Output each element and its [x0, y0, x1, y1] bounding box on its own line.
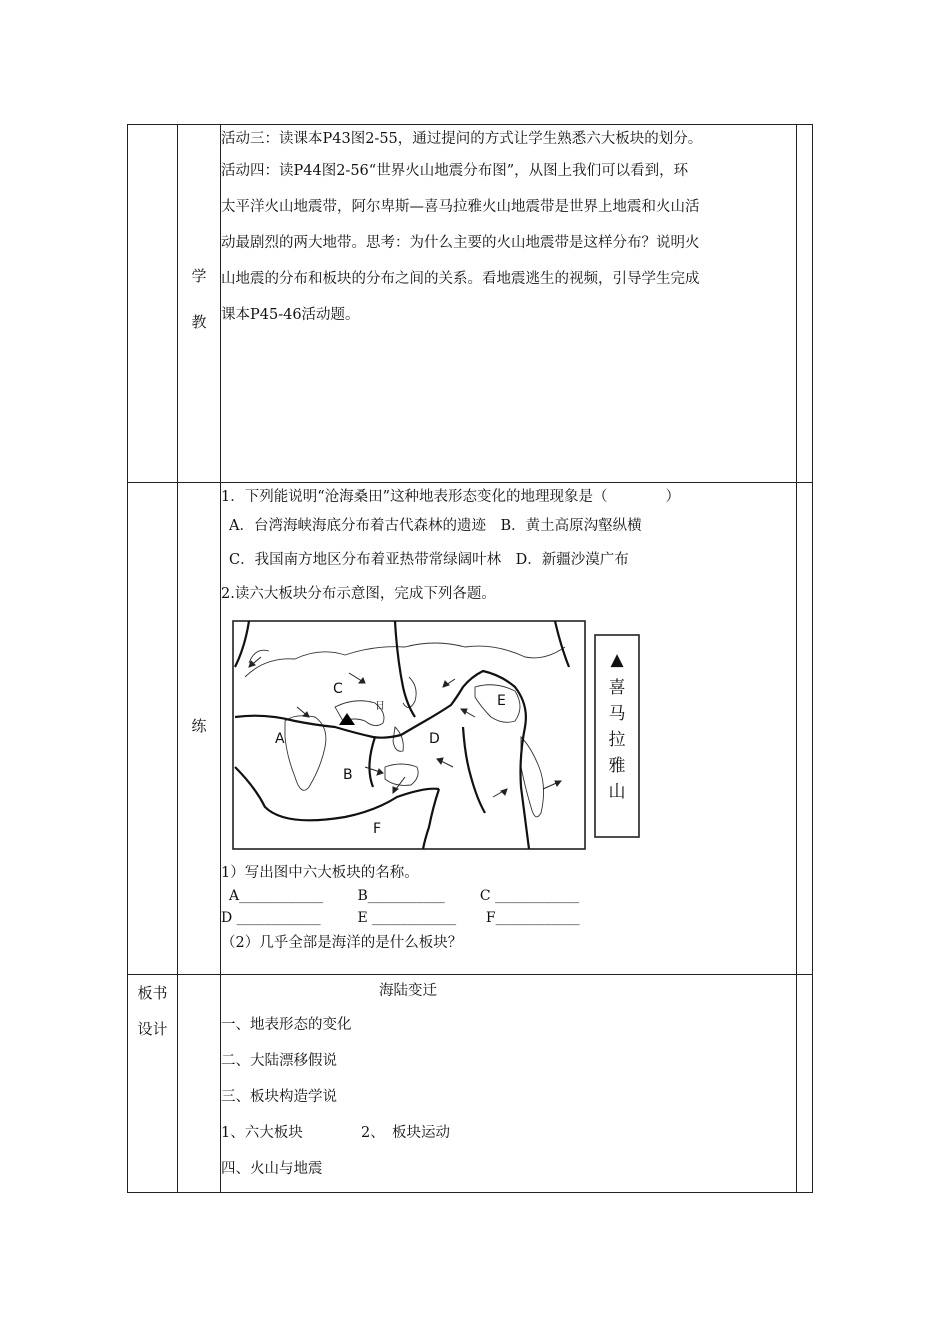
- japan-label: 日: [375, 701, 385, 712]
- q1-options-ab: A．台湾海峡海底分布着古代森林的遗迹 B．黄土高原沟壑纵横: [229, 518, 642, 534]
- teach-right-cell: [797, 125, 813, 483]
- blank-a[interactable]: A____________: [229, 888, 324, 904]
- teach-empty-cell: [128, 125, 178, 483]
- legend-char-3: 拉: [608, 730, 626, 750]
- plates-map-figure: [225, 617, 785, 857]
- board-line-4a: 1、六大板块: [221, 1125, 303, 1141]
- q1-text: 1．下列能说明“沧海桑田”这种地表形态变化的地理现象是（ ）: [221, 489, 681, 505]
- teach-para-6: 课本P45-46活动题。: [221, 307, 360, 323]
- practice-label-cell: [178, 483, 221, 975]
- legend-triangle: ▲: [610, 650, 624, 670]
- blank-d[interactable]: D ____________: [221, 910, 321, 926]
- board-right-cell: [797, 975, 813, 1193]
- q1-options-cd: C．我国南方地区分布着亚热带常绿阔叶林 D．新疆沙漠广布: [229, 552, 629, 568]
- teach-para-5: 山地震的分布和板块的分布之间的关系。看地震逃生的视频，引导学生完成: [221, 271, 700, 287]
- teach-label-2: 教: [191, 313, 207, 331]
- teach-para-4: 动最剧烈的两大地带。思考：为什么主要的火山地震带是这样分布？说明火: [221, 235, 700, 251]
- legend-char-4: 雅: [608, 756, 626, 776]
- teach-row: [128, 125, 813, 483]
- blank-c[interactable]: C ____________: [479, 888, 580, 904]
- board-empty-cell: [178, 975, 221, 1193]
- sub-question-1: 1）写出图中六大板块的名称。: [221, 865, 419, 881]
- plate-label-e: E: [497, 693, 506, 709]
- teach-para-2: 活动四：读P44图2-56“世界火山地震分布图”，从图上我们可以看到，环: [221, 163, 689, 179]
- plate-label-a: A: [275, 731, 285, 747]
- q2-text: 2.读六大板块分布示意图，完成下列各题。: [221, 586, 496, 602]
- board-line-5: 四、火山与地震: [221, 1161, 323, 1177]
- board-line-3: 三、板块构造学说: [221, 1089, 337, 1105]
- board-label-cell: [128, 975, 178, 1193]
- plates-map: [225, 617, 785, 857]
- board-label-2: 设计: [137, 1020, 168, 1038]
- map-frame: [233, 621, 585, 849]
- practice-content: [221, 483, 797, 975]
- legend-char-5: 山: [608, 782, 626, 802]
- plate-label-d: D: [429, 731, 440, 747]
- board-row: [128, 975, 813, 1193]
- teach-label-1: 学: [191, 267, 207, 285]
- practice-right-cell: [797, 483, 813, 975]
- board-title: 海陆变迁: [379, 983, 437, 999]
- blank-b[interactable]: B___________: [357, 888, 445, 904]
- blank-f[interactable]: F____________: [485, 910, 580, 926]
- board-line-2: 二、大陆漂移假说: [221, 1053, 337, 1069]
- legend-char-2: 马: [608, 704, 626, 724]
- board-line-1: 一、地表形态的变化: [221, 1017, 352, 1033]
- plate-label-f: F: [373, 821, 382, 837]
- blanks-block: [221, 885, 796, 929]
- teach-label-cell: [178, 125, 221, 483]
- practice-empty-cell: [128, 483, 178, 975]
- plate-label-c: C: [333, 681, 343, 697]
- teach-para-3: 太平洋火山地震带，阿尔卑斯—喜马拉雅火山地震带是世界上地震和火山活: [221, 199, 700, 215]
- board-content: [221, 975, 797, 1193]
- practice-row: [128, 483, 813, 975]
- blank-e[interactable]: E ____________: [357, 910, 457, 926]
- teach-content: [221, 125, 797, 483]
- board-label-1: 板书: [137, 984, 168, 1002]
- board-line-4b: 2、 板块运动: [361, 1125, 450, 1141]
- teach-para-1: 活动三：读课本P43图2-55，通过提问的方式让学生熟悉六大板块的划分。: [221, 131, 703, 147]
- practice-label: 练: [191, 717, 207, 735]
- lesson-table: [127, 124, 813, 1193]
- plate-label-b: B: [343, 767, 353, 783]
- legend-char-1: 喜: [608, 678, 626, 698]
- board-line-4: [221, 1115, 796, 1151]
- sub-question-2: （2）几乎全部是海洋的是什么板块？: [221, 935, 463, 951]
